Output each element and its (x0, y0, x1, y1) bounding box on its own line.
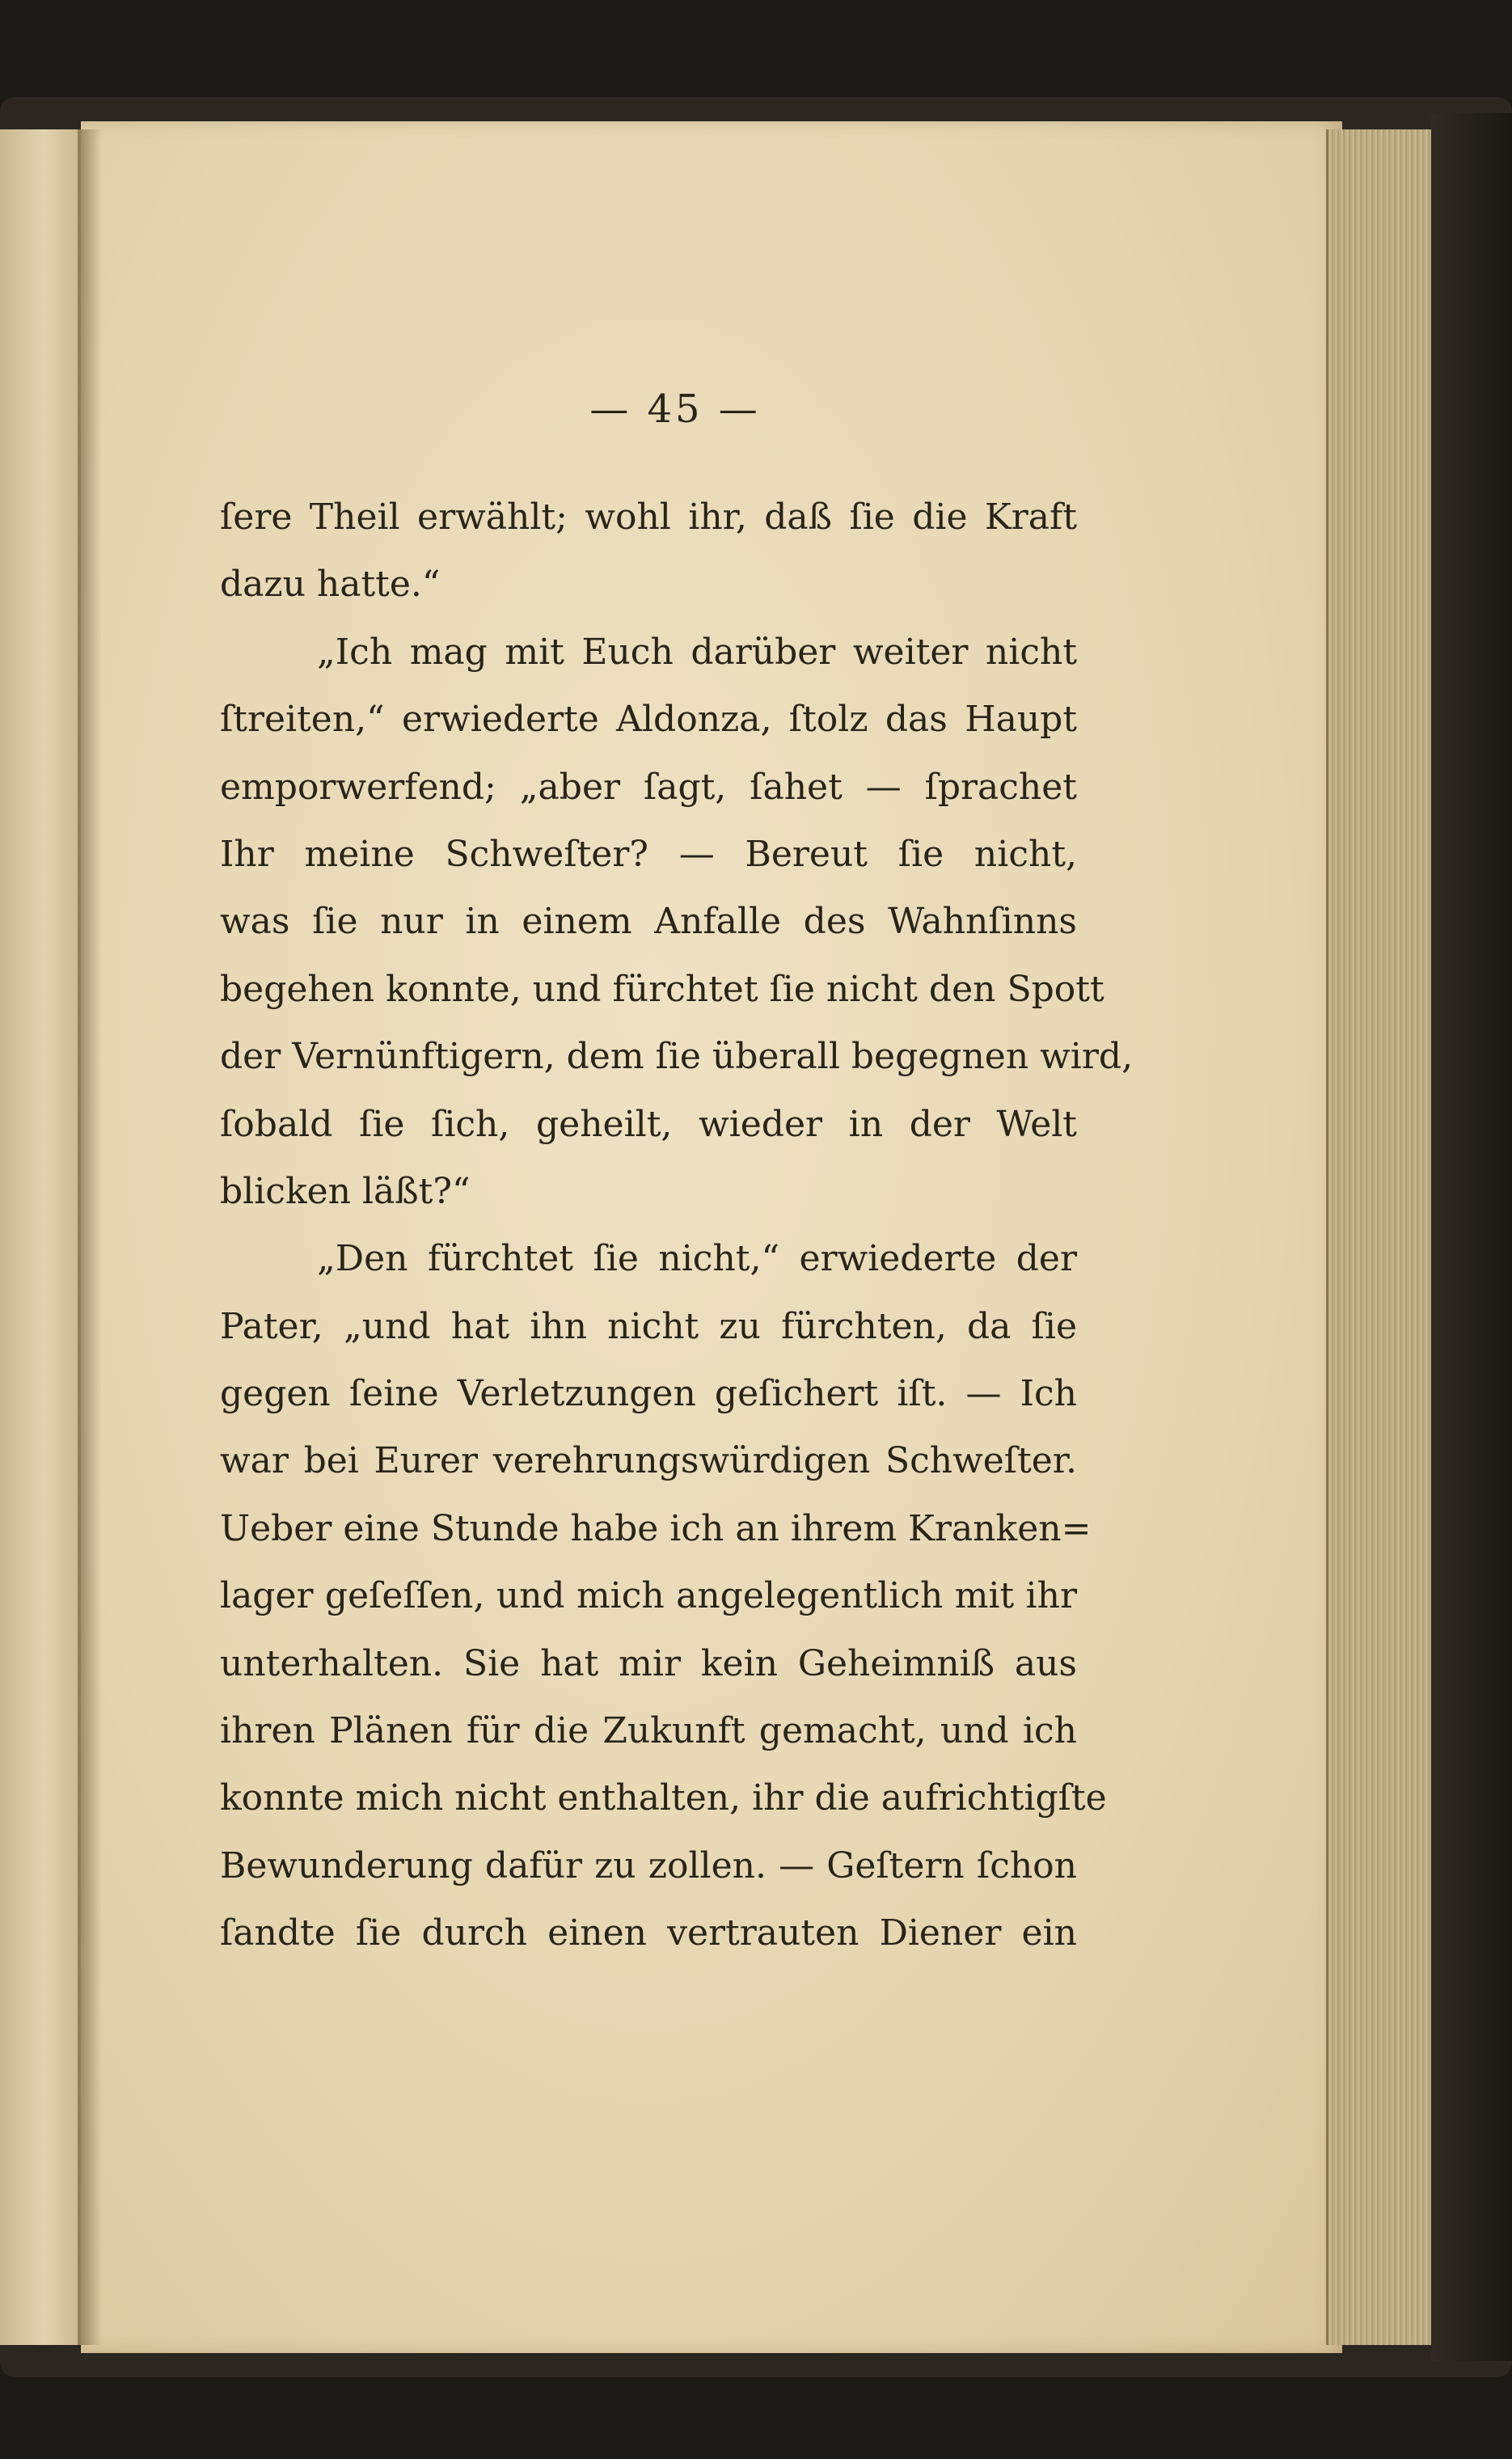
text-line: ſandte ſie durch einen vertrauten Diener ein (220, 1912, 1077, 1954)
text-line: ſtreiten,“ erwiederte Aldonza, ſtolz das Haupt (220, 699, 1077, 741)
page-edges (1326, 129, 1434, 2345)
text-line: ſere Theil erwählt; wohl ihr, daß ſie die Kraft (220, 496, 1077, 538)
text-line: Ueber eine Stunde habe ich an ihrem Kranken= (220, 1507, 1092, 1549)
gutter-shadow (78, 129, 102, 2345)
text-line: blicken läßt?“ (220, 1170, 471, 1212)
text-line: ſobald ſie ſich, geheilt, wieder in der Welt (220, 1103, 1077, 1145)
text-line: konnte mich nicht enthalten, ihr die aufrichtigſte (220, 1777, 1107, 1819)
text-line: war bei Eurer verehrungswürdigen Schweſter. (220, 1440, 1077, 1482)
text-line: dazu hatte.“ (220, 564, 441, 606)
text-line: was ſie nur in einem Anfalle des Wahnſinns (220, 901, 1077, 943)
page-number: — 45 — (589, 387, 761, 432)
text-line: begehen konnte, und fürchtet ſie nicht den Spott (220, 968, 1104, 1010)
left-page-edge (0, 129, 82, 2345)
text-line: „Den fürchtet ſie nicht,“ erwiederte der (317, 1238, 1077, 1280)
text-line: emporwerfend; „aber ſagt, ſahet — ſprachet (220, 766, 1077, 808)
text-line: ihren Plänen für die Zukunft gemacht, und ich (220, 1710, 1077, 1752)
text-line: Bewunderung dafür zu zollen. — Geſtern ſchon (220, 1844, 1077, 1887)
text-line: Ihr meine Schweſter? — Bereut ſie nicht, (220, 833, 1077, 875)
body-text (220, 484, 1134, 1967)
text-line: „Ich mag mit Euch darüber weiter nicht (317, 631, 1077, 673)
text-line: lager geſeſſen, und mich angelegentlich mit ihr (220, 1575, 1077, 1617)
text-line: gegen ſeine Verletzungen geſichert iſt. — Ich (220, 1373, 1077, 1415)
text-line: unterhalten. Sie hat mir kein Geheimniß aus (220, 1642, 1077, 1684)
cover-edge (1431, 113, 1512, 2361)
text-line: der Vernünftigern, dem ſie überall begegnen wird, (220, 1036, 1134, 1078)
text-line: Pater, „und hat ihn nicht zu fürchten, da ſie (220, 1305, 1077, 1347)
